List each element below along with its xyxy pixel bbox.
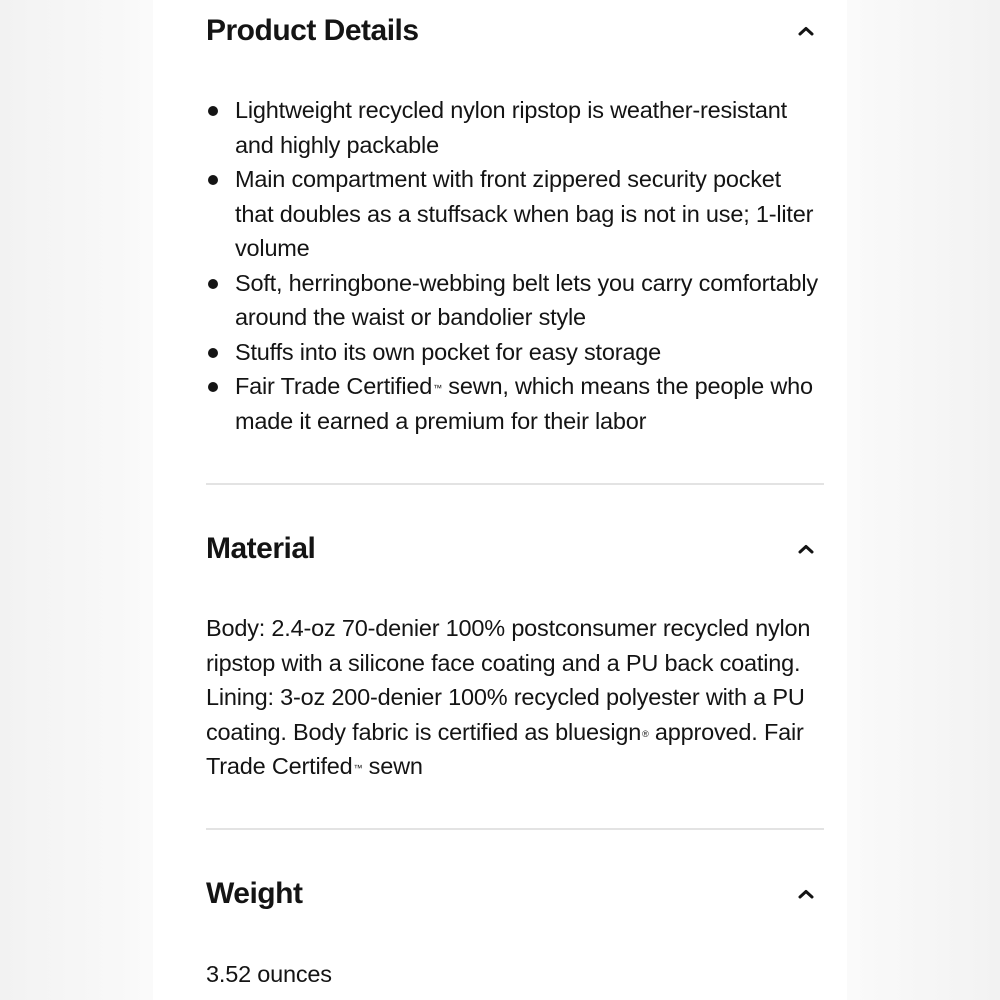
list-item — [206, 369, 824, 438]
list-item-text: Soft, herringbone-webbing belt lets you carry comfortably around the waist or bandolier style — [235, 269, 818, 330]
list-item — [206, 335, 824, 370]
chevron-up-icon[interactable] — [796, 21, 816, 41]
trademark-mark: ™ — [353, 763, 363, 773]
bullet-icon — [208, 106, 218, 116]
list-item-text-post: sewn, which means the people who made it earned a premium for their labor — [235, 373, 813, 434]
bullet-icon — [208, 279, 218, 289]
weight-header[interactable] — [206, 876, 824, 912]
list-item — [206, 266, 824, 335]
registered-mark: ® — [642, 728, 649, 739]
material-title: Material — [206, 532, 316, 565]
list-item-text: Stuffs into its own pocket for easy storage — [235, 338, 661, 365]
product-details-header[interactable] — [206, 13, 824, 49]
bullet-icon — [208, 382, 218, 392]
section-divider — [206, 483, 824, 485]
weight-title: Weight — [206, 877, 303, 910]
material-text-a: Body: 2.4-oz 70-denier 100% postconsumer recycled nylon ripstop with a silicone face coating and a PU back coating. Lining: 3-oz 200-denier 100% recycled polyester with a PU coating. Body fabric is certified as bluesign — [206, 615, 811, 745]
list-item — [206, 162, 824, 266]
list-item — [206, 93, 824, 162]
material-text-b: approved. Fair Trade Certifed — [206, 718, 804, 779]
material-text-c: sewn — [362, 753, 423, 779]
material-description — [206, 611, 824, 784]
section-divider — [206, 828, 824, 830]
list-item-text: Lightweight recycled nylon ripstop is weather-resistant and highly packable — [235, 97, 787, 158]
list-item-text: Main compartment with front zippered security pocket that doubles as a stuffsack when bag is not in use; 1-liter volume — [235, 166, 814, 261]
bullet-icon — [208, 348, 218, 358]
list-item-text-pre: Fair Trade Certified — [235, 373, 433, 399]
bullet-icon — [208, 175, 218, 185]
product-details-list — [206, 93, 824, 438]
weight-value: 3.52 ounces — [206, 961, 332, 987]
product-details-title: Product Details — [206, 14, 419, 47]
chevron-up-icon[interactable] — [796, 884, 816, 904]
material-header[interactable] — [206, 531, 824, 567]
trademark-mark: ™ — [433, 383, 442, 393]
chevron-up-icon[interactable] — [796, 539, 816, 559]
